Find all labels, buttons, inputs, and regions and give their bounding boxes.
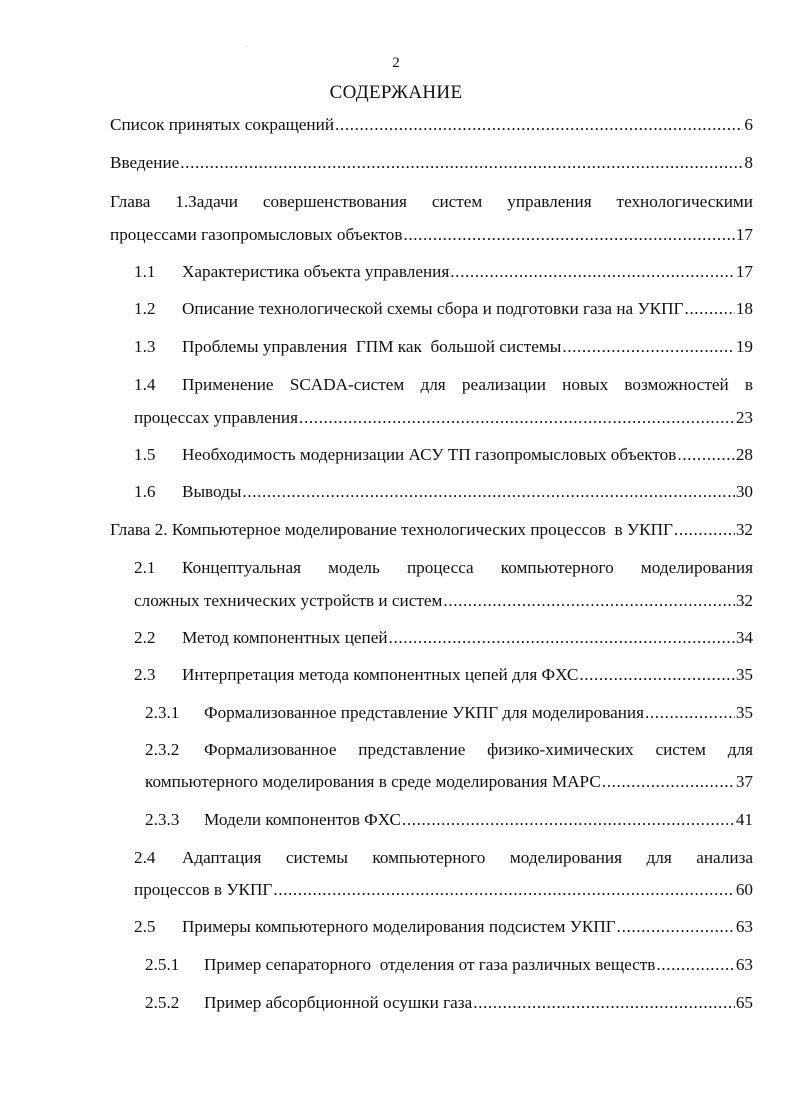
toc-entry-2-4-line-1[interactable] <box>134 848 753 868</box>
toc-entry-2-1-line-2[interactable] <box>134 591 753 611</box>
toc-entry-page: 30 <box>735 482 753 501</box>
toc-entry-title: Введение <box>110 153 180 172</box>
toc-entry-2-5-2[interactable] <box>145 993 753 1013</box>
dot-leader <box>180 153 743 173</box>
scan-speck: · <box>246 44 248 50</box>
dot-leader <box>473 993 735 1013</box>
section-number: 1.4 <box>134 375 156 394</box>
toc-entry-title: Концептуальная модель процесса компьютерного моделирования <box>182 558 753 577</box>
dot-leader <box>677 445 734 465</box>
dot-leader <box>402 810 735 830</box>
dot-leader <box>403 225 734 245</box>
dot-leader <box>617 917 735 937</box>
toc-entry-page: 8 <box>744 153 753 172</box>
toc-entry-title-continued: компьютерного моделирования в среде моделирования МАРС <box>145 772 601 791</box>
toc-entry-title: Формализованное представление УКПГ для моделирования <box>204 703 645 722</box>
toc-entry-page: 28 <box>735 445 753 464</box>
dot-leader <box>562 337 735 357</box>
toc-entry-page: 32 <box>735 520 753 539</box>
toc-entry-2-3-2-line-2[interactable] <box>145 772 753 792</box>
dot-leader <box>299 408 735 428</box>
section-number: 2.5.2 <box>145 993 180 1012</box>
toc-entry-page: 65 <box>735 993 753 1012</box>
section-number: 2.1 <box>134 558 156 577</box>
section-number: 2.2 <box>134 628 156 647</box>
toc-entry-title: Описание технологической схемы сбора и подготовки газа на УКПГ <box>182 299 684 318</box>
dot-leader <box>602 772 735 792</box>
section-number: 1.6 <box>134 482 156 501</box>
toc-entry-1-5[interactable] <box>134 445 753 465</box>
toc-entry-title-continued: сложных технических устройств и систем <box>134 591 443 610</box>
toc-entry-title: Применение SCADA-систем для реализации новых возможностей в <box>182 375 753 394</box>
toc-entry-title: Метод компонентных цепей <box>182 628 388 647</box>
toc-entry-1-3[interactable] <box>134 337 753 357</box>
toc-entry-1-2[interactable] <box>134 299 753 319</box>
toc-entry-page: 32 <box>735 591 753 610</box>
toc-entry-1-1[interactable] <box>134 262 753 282</box>
toc-entry-1-4-line-2[interactable] <box>134 408 753 428</box>
toc-entry-2-3-3[interactable] <box>145 810 753 830</box>
toc-entry-2-2[interactable] <box>134 628 753 648</box>
section-number: 2.3 <box>134 665 156 684</box>
toc-entry-page: 17 <box>735 225 753 244</box>
section-number: 1.3 <box>134 337 156 356</box>
dot-leader <box>443 591 734 611</box>
toc-entry-page: 41 <box>735 810 753 829</box>
toc-entry-page: 63 <box>735 917 753 936</box>
toc-entry-chapter-1-line-1[interactable] <box>110 192 753 212</box>
toc-entry-title-continued: процессах управления <box>134 408 299 427</box>
toc-entry-title: Интерпретация метода компонентных цепей для ФХС <box>182 665 579 684</box>
toc-entry-title: Модели компонентов ФХС <box>204 810 401 829</box>
toc-entry-2-3-2-line-1[interactable] <box>145 740 753 760</box>
toc-entry-2-4-line-2[interactable] <box>134 880 753 900</box>
toc-entry-chapter-1-line-2[interactable] <box>110 225 753 245</box>
toc-entry-page: 35 <box>735 665 753 684</box>
toc-entry-title: Формализованное представление физико-химических систем для <box>204 740 753 759</box>
toc-entry-introduction[interactable] <box>110 153 753 173</box>
toc-entry-page: 6 <box>744 115 753 134</box>
dot-leader <box>335 115 743 135</box>
dot-leader <box>450 262 735 282</box>
toc-entry-title: Адаптация системы компьютерного моделирования для анализа <box>182 848 753 867</box>
section-number: 1.5 <box>134 445 156 464</box>
section-number: 2.3.1 <box>145 703 180 722</box>
toc-entry-chapter-2[interactable] <box>110 520 753 540</box>
dot-leader <box>273 880 735 900</box>
dot-leader <box>579 665 734 685</box>
toc-entry-title: Глава 2. Компьютерное моделирование технологических процессов в УКПГ <box>110 520 673 539</box>
toc-entry-2-1-line-1[interactable] <box>134 558 753 578</box>
toc-entry-title: Характеристика объекта управления <box>182 262 450 281</box>
toc-entry-page: 60 <box>735 880 753 899</box>
toc-entry-title: Необходимость модернизации АСУ ТП газопромысловых объектов <box>182 445 677 464</box>
toc-entry-page: 34 <box>735 628 753 647</box>
toc-entry-abbreviations[interactable] <box>110 115 753 135</box>
section-number: 2.3.2 <box>145 740 180 759</box>
section-number: 2.4 <box>134 848 156 867</box>
toc-entry-title: Выводы <box>182 482 242 501</box>
page-title: СОДЕРЖАНИЕ <box>329 82 463 103</box>
page-number: 2 <box>392 55 400 71</box>
toc-entry-2-5-1[interactable] <box>145 955 753 975</box>
toc-entry-1-4-line-1[interactable] <box>134 375 753 395</box>
dot-leader <box>656 955 734 975</box>
toc-entry-page: 17 <box>735 262 753 281</box>
toc-entry-page: 35 <box>735 703 753 722</box>
dot-leader <box>674 520 735 540</box>
toc-entry-1-6[interactable] <box>134 482 753 502</box>
toc-entry-page: 18 <box>735 299 753 318</box>
section-number: 1.1 <box>134 262 156 281</box>
toc-entry-title: Пример абсорбционной осушки газа <box>204 993 473 1012</box>
dot-leader <box>684 299 734 319</box>
toc-entry-title-continued: процессов в УКПГ <box>134 880 273 899</box>
toc-entry-title: Глава 1.Задачи совершенствования систем управления технологическими <box>110 192 753 211</box>
toc-entry-title: Список принятых сокращений <box>110 115 335 134</box>
section-number: 2.3.3 <box>145 810 180 829</box>
toc-entry-page: 37 <box>735 772 753 791</box>
toc-entry-2-3[interactable] <box>134 665 753 685</box>
section-number: 1.2 <box>134 299 156 318</box>
toc-entry-2-3-1[interactable] <box>145 703 753 723</box>
section-number: 2.5.1 <box>145 955 180 974</box>
toc-entry-page: 63 <box>735 955 753 974</box>
toc-entry-title: Проблемы управления ГПМ как большой системы <box>182 337 562 356</box>
dot-leader <box>645 703 735 723</box>
toc-entry-page: 23 <box>735 408 753 427</box>
section-number: 2.5 <box>134 917 156 936</box>
toc-entry-page: 19 <box>735 337 753 356</box>
toc-entry-2-5[interactable] <box>134 917 753 937</box>
toc-entry-title: Примеры компьютерного моделирования подсистем УКПГ <box>182 917 616 936</box>
toc-entry-title-continued: процессами газопромысловых объектов <box>110 225 403 244</box>
dot-leader <box>389 628 735 648</box>
toc-entry-title: Пример сепараторного отделения от газа различных веществ <box>204 955 656 974</box>
dot-leader <box>242 482 734 502</box>
